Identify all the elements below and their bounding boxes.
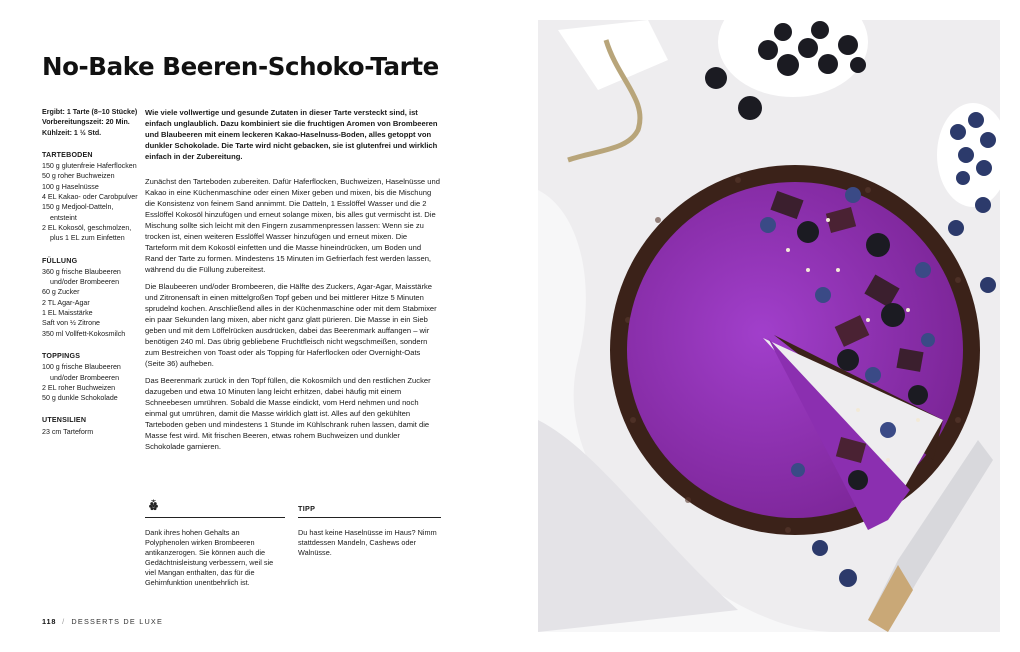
- ingredient-list: [42, 267, 140, 339]
- section-utensilien: [42, 415, 140, 437]
- intro-paragraph: Wie viele vollwertige und gesunde Zutaten in dieser Tarte versteckt sind, ist einfach unglaublich. Dazu kombiniert sie die fruchtigen Aromen von Brombeeren und Blaubeeren mit einem leckeren Kakao-Haselnuss-Boden, alles getoppt von dunkler Schokolade. Die Tarte wird nicht gebacken, sie ist glutenfrei und wirklich einfach in der Zubereitung.: [145, 108, 438, 161]
- ingredient-list: [42, 427, 140, 437]
- fact-box-header: [145, 495, 285, 518]
- method-column: [145, 107, 441, 458]
- ingredient-item: 100 g Haselnüsse: [42, 182, 99, 191]
- section-tarteboden: [42, 150, 140, 244]
- recipe-title: No-Bake Beeren-Schoko-Tarte: [42, 52, 439, 81]
- tipp-box-header: [298, 495, 441, 518]
- ingredient-item: 2 EL Kokosöl, geschmolzen, plus 1 EL zum Einfetten: [42, 223, 132, 243]
- ingredient-item: 2 TL Agar-Agar: [42, 298, 90, 307]
- tipp-label: TIPP: [298, 504, 316, 513]
- section-heading: FÜLLUNG: [42, 256, 78, 265]
- section-fuellung: [42, 256, 140, 339]
- section-heading: TOPPINGS: [42, 351, 81, 360]
- tarte-photo: [538, 20, 1000, 632]
- ingredient-item: 360 g frische Blaubeeren und/oder Brombeeren: [42, 267, 121, 287]
- step-paragraph: Zunächst den Tarteboden zubereiten. Dafür Haferflocken, Buchweizen, Haselnüsse und Kakao in eine Küchenmaschine oder einen Mixer geben und mixen, bis die Mischung die Konsistenz von feinem Sand annimmt. Die Datteln, 1 Esslöffel Wasser und die 2 Esslöffel Kokosöl hinzufügen und erneut solange mixen, bis alles gut vermischt ist. Die Mischung sollte sich leicht mit den Fingern zusammenpressen lassen: Wenn sie zu trocken ist, einen weiteren Esslöffel Wasser hinzufügen und erneut mixen. Die Tarteform mit dem Kokosöl einfetten und die Masse hineindrücken, um Boden und Rand der Tarte zu formen. Mindestens 15 Minuten im Gefrierfach fest werden lassen, während du die Füllung zubereitest.: [145, 177, 440, 274]
- ingredient-item: Saft von ½ Zitrone: [42, 319, 100, 328]
- page-footer: [42, 617, 163, 626]
- page-number: 118: [42, 617, 57, 626]
- ingredient-list: [42, 362, 140, 403]
- fact-text: Dank ihres hohen Gehalts an Polyphenolen wirken Brombeeren antikanzerogen. Sie können auch die Gedächtnisleistung verbessern, weil sie viel Mangan enthalten, das für die Gehirnfunktion unentbehrlich ist.: [145, 528, 274, 587]
- ingredient-item: 4 EL Kakao- oder Carobpulver: [42, 193, 138, 202]
- ingredient-item: 1 EL Maisstärke: [42, 309, 93, 318]
- ingredient-item: 350 ml Vollfett-Kokosmilch: [42, 329, 126, 338]
- ingredient-item: 60 g Zucker: [42, 288, 80, 297]
- prep-time-text: Vorbereitungszeit: 20 Min.: [42, 118, 130, 127]
- blackberry-icon: [148, 499, 159, 511]
- ingredients-sidebar: [42, 107, 140, 437]
- recipe-meta: [42, 107, 140, 138]
- section-heading: TARTEBODEN: [42, 150, 93, 159]
- section-toppings: [42, 351, 140, 403]
- tipp-text: Du hast keine Haselnüsse im Haus? Nimm stattdessen Mandeln, Cashews oder Walnüsse.: [298, 528, 437, 557]
- footer-separator: /: [62, 617, 66, 626]
- section-heading: UTENSILIEN: [42, 416, 87, 425]
- ingredient-item: 150 g Medjool-Datteln, entsteint: [42, 203, 114, 222]
- step-paragraph: Das Beerenmark zurück in den Topf füllen, die Kokosmilch und den restlichen Zucker dazugeben und etwa 10 Minuten lang leicht erhitzen, dabei häufig mit einem Schneebesen umrühren. Sobald die Masse eindickt, vom Herd nehmen und noch einmal gut umrühren, damit die Masse wirklich glatt ist. Alles auf den gekühlten Tarteboden geben und mindestens 1 Stunde im Kühlschrank ruhen lassen, damit die Masse fest wird. Mit frischen Beeren, etwas rohem Buchweizen und dunkler Schokolade garnieren.: [145, 376, 431, 451]
- ingredient-item: 50 g roher Buchweizen: [42, 172, 115, 181]
- ingredient-list: [42, 161, 140, 243]
- ingredient-item: 23 cm Tarteform: [42, 427, 94, 436]
- tarte-illustration: [538, 20, 1000, 632]
- yield-text: Ergibt: 1 Tarte (8–10 Stücke): [42, 108, 138, 116]
- footer-section: DESSERTS DE LUXE: [71, 617, 164, 626]
- ingredient-item: 50 g dunkle Schokolade: [42, 394, 118, 403]
- ingredient-item: 100 g frische Blaubeeren und/oder Brombeeren: [42, 363, 121, 382]
- ingredient-item: 150 g glutenfreie Haferflocken: [42, 162, 137, 171]
- step-paragraph: Die Blaubeeren und/oder Brombeeren, die Hälfte des Zuckers, Agar-Agar, Maisstärke und Zitronensaft in einen mittelgroßen Topf geben und bei mittlerer Hitze 5 Minuten sprudelnd kochen. Anschließend alles in der Küchenmaschine oder mit dem Stabmixer ein paar Sekunden lang mixen, aber nicht ganz glatt pürieren. Die Masse in ein Sieb geben und mit dem Löffelrücken ausdrücken, dabei das Beerenmark auffangen – wir benötigen 240 ml. Das übrig gebliebene Fruchtfleisch nicht wegschmeißen, sondern zum Bestreichen von Toast oder als Topping für Haferflocken oder Overnight-Oats (Seite 36) aufheben.: [145, 282, 437, 368]
- chill-time-text: Kühlzeit: 1 ½ Std.: [42, 128, 102, 137]
- ingredient-item: 2 EL roher Buchweizen: [42, 383, 116, 392]
